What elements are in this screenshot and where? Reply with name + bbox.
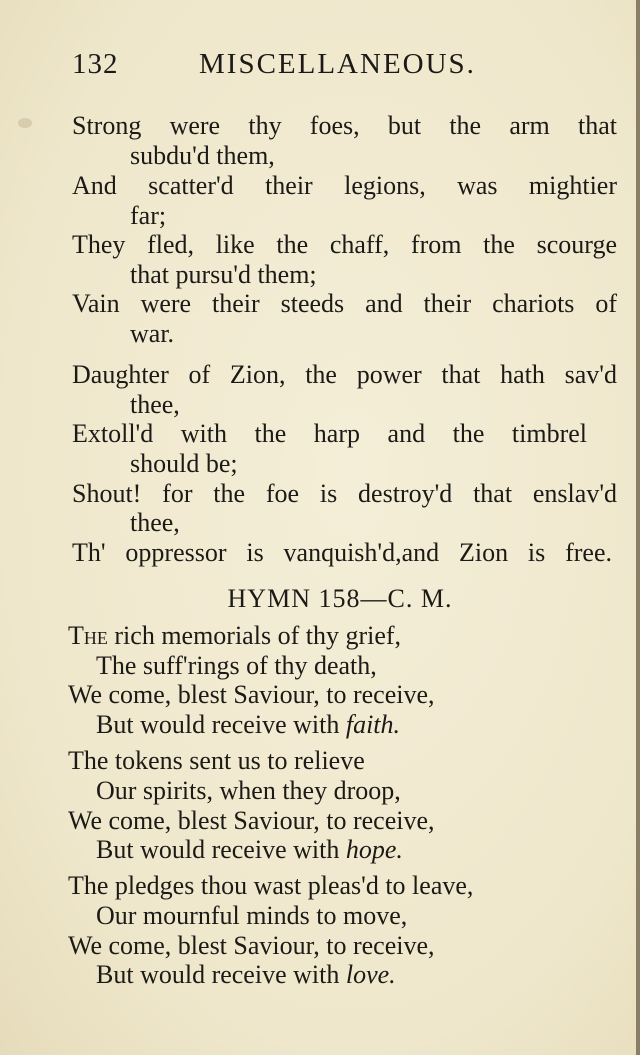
hymn-line: But would receive with faith. bbox=[96, 710, 401, 739]
poem-line: They fled, like the chaff, from the scourge bbox=[72, 230, 617, 259]
paper-stain bbox=[18, 118, 32, 128]
poem-line: that pursu'd them; bbox=[130, 260, 317, 289]
poem-line: Vain were their steeds and their chariots of bbox=[72, 289, 617, 318]
hymn-line: Our spirits, when they droop, bbox=[96, 776, 401, 805]
poem-line: Shout! for the foe is destroy'd that enslav'd bbox=[72, 479, 617, 508]
hymn-line: The pledges thou wast pleas'd to leave, bbox=[68, 871, 474, 900]
poem-line: Strong were thy foes, but the arm that bbox=[72, 111, 617, 140]
hymn-line: The suff'rings of thy death, bbox=[96, 651, 377, 680]
hymn-line: Our mournful minds to move, bbox=[96, 901, 408, 930]
running-head: MISCELLANEOUS. bbox=[199, 48, 476, 80]
poem-line: Th' oppressor is vanquish'd,and Zion is free. bbox=[72, 538, 612, 567]
poem-line: far; bbox=[130, 201, 167, 230]
hymn-line: But would receive with love. bbox=[96, 960, 396, 989]
hymn-line: But would receive with hope. bbox=[96, 835, 403, 864]
hymn-line: We come, blest Saviour, to receive, bbox=[68, 931, 435, 960]
poem-line: thee, bbox=[130, 390, 180, 419]
hymn-line: The tokens sent us to relieve bbox=[68, 746, 365, 775]
poem-line: Extoll'd with the harp and the timbrel bbox=[72, 419, 587, 448]
page-header bbox=[72, 48, 632, 88]
hymn-line: We come, blest Saviour, to receive, bbox=[68, 806, 435, 835]
drop-word: The bbox=[68, 621, 108, 650]
poem-line: And scatter'd their legions, was mightier bbox=[72, 171, 617, 200]
hymn-line: The rich memorials of thy grief, bbox=[68, 621, 402, 650]
hymn-line: We come, blest Saviour, to receive, bbox=[68, 680, 435, 709]
poem-line: should be; bbox=[130, 449, 238, 478]
page-number: 132 bbox=[72, 48, 119, 80]
poem-line: Daughter of Zion, the power that hath sav'd bbox=[72, 360, 617, 389]
hymn-title: HYMN 158—C. M. bbox=[227, 584, 453, 613]
poem-line: war. bbox=[130, 319, 175, 348]
page-edge bbox=[636, 0, 640, 1055]
poem-line: subdu'd them, bbox=[130, 141, 275, 170]
poem-line: thee, bbox=[130, 508, 180, 537]
